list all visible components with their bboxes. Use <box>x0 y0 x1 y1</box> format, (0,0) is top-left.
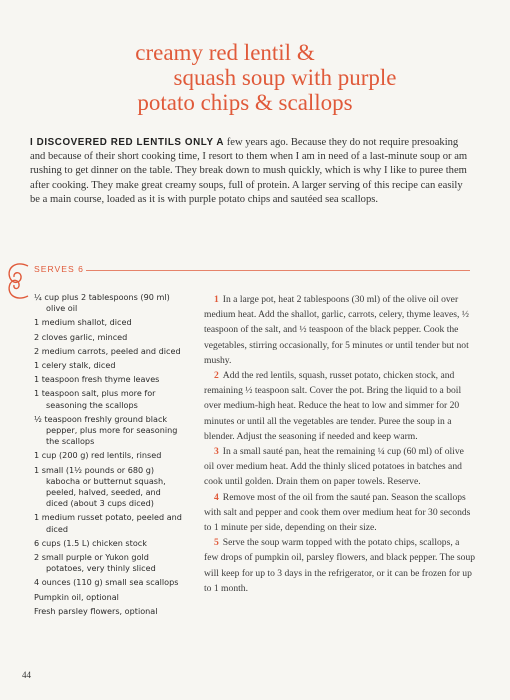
ingredient-item: 2 cloves garlic, minced <box>34 331 128 342</box>
direction-step <box>204 535 476 596</box>
step-text: Serve the soup warm topped with the potato chips, scallops, a few drops of pumpkin oil, parsley flowers, and black pepper. The soup will keep for up to 3 days in the refrigerator, or it can be frozen for up to 1 month. <box>204 537 476 594</box>
ingredient-item: 6 cups (1.5 L) chicken stock <box>34 537 147 548</box>
direction-step <box>204 368 476 444</box>
step-text: In a large pot, heat 2 tablespoons (30 ml) of the olive oil over medium heat. Add the shallot, garlic, carrots, celery, thyme leaves, ½ teaspoon of the salt, and ½ teaspoon of the black pepper. Cook the vegetables, stirring occasionally, for 5 minutes or until tender but not mushy. <box>204 294 469 366</box>
directions <box>204 292 476 596</box>
step-number: 1 <box>214 294 219 305</box>
step-text: Remove most of the oil from the sauté pan. Season the scallops with salt and pepper and cook them over medium heat for 30 seconds to 1 minute per side, depending on their size. <box>204 491 471 534</box>
intro-paragraph <box>30 136 475 207</box>
ingredient-item: 1 cup (200 g) red lentils, rinsed <box>34 450 162 461</box>
ingredient-item: 1 medium shallot, diced <box>34 317 132 328</box>
page-number: 44 <box>22 670 31 680</box>
ingredient-item: 1 small (1½ pounds or 680 g) kabocha or butternut squash, peeled, halved, seeded, and diced (about 3 cups diced) <box>34 464 166 509</box>
step-number: 4 <box>214 491 219 503</box>
recipe-title <box>0 40 510 115</box>
swirl-ornament-icon <box>2 258 32 304</box>
intro-lead: I DISCOVERED RED LENTILS ONLY A <box>30 137 225 148</box>
divider-line <box>86 270 470 271</box>
ingredient-list <box>34 292 184 620</box>
step-number: 5 <box>214 537 219 549</box>
direction-step <box>204 444 476 490</box>
ingredient-item: Pumpkin oil, optional <box>34 591 119 602</box>
ingredient-item: 1 teaspoon salt, plus more for seasoning the scallops <box>34 388 156 410</box>
title-line-1: creamy red lentil & <box>135 40 315 65</box>
ingredient-item: 2 small purple or Yukon gold potatoes, very thinly sliced <box>34 552 156 574</box>
step-number: 2 <box>214 370 219 382</box>
ingredient-item: 2 medium carrots, peeled and diced <box>34 345 181 356</box>
serves-label: SERVES 6 <box>34 264 84 274</box>
ingredient-item: ¼ cup plus 2 tablespoons (90 ml) olive oil <box>34 292 170 314</box>
direction-step <box>204 490 476 536</box>
step-text: In a small sauté pan, heat the remaining ¼ cup (60 ml) of olive oil over medium heat. Add the thinly sliced potatoes in batches and cook until golden. Drain them on paper towels. Reserve. <box>204 446 464 488</box>
step-number: 3 <box>214 446 219 458</box>
ingredient-item: ½ teaspoon freshly ground black pepper, plus more for seasoning the scallops <box>34 413 178 447</box>
title-line-2: squash soup with purple <box>173 65 397 90</box>
ingredient-item: Fresh parsley flowers, optional <box>34 605 158 616</box>
ingredient-item: 1 teaspoon fresh thyme leaves <box>34 374 160 385</box>
serves-row <box>34 264 474 278</box>
ingredient-item: 4 ounces (110 g) small sea scallops <box>34 577 179 588</box>
direction-step <box>204 292 476 368</box>
step-text: Add the red lentils, squash, russet potato, chicken stock, and remaining ½ teaspoon salt. Cover the pot. Bring the liquid to a boil over medium-high heat. Reduce the heat to low and simmer for 20 minutes or until all the vegetables are tender. Puree the soup in a blender. Adjust the seasoning if needed and keep warm. <box>204 370 462 442</box>
ingredient-item: 1 medium russet potato, peeled and diced <box>34 512 182 534</box>
ingredient-item: 1 celery stalk, diced <box>34 360 116 371</box>
title-line-3: potato chips & scallops <box>137 90 353 115</box>
intro-text: few years ago. Because they do not require presoaking and because of their short cooking time, I resort to them when I am in need of a last-minute soup or am rushing to get dinner on the table. They break down to mush quickly, which is why I like to puree them after cooking. They make great creamy soups, full of protein. A larger serving of this recipe can easily be a main course, loaded as it is with purple potato chips and sautéed sea scallops. <box>30 137 468 205</box>
